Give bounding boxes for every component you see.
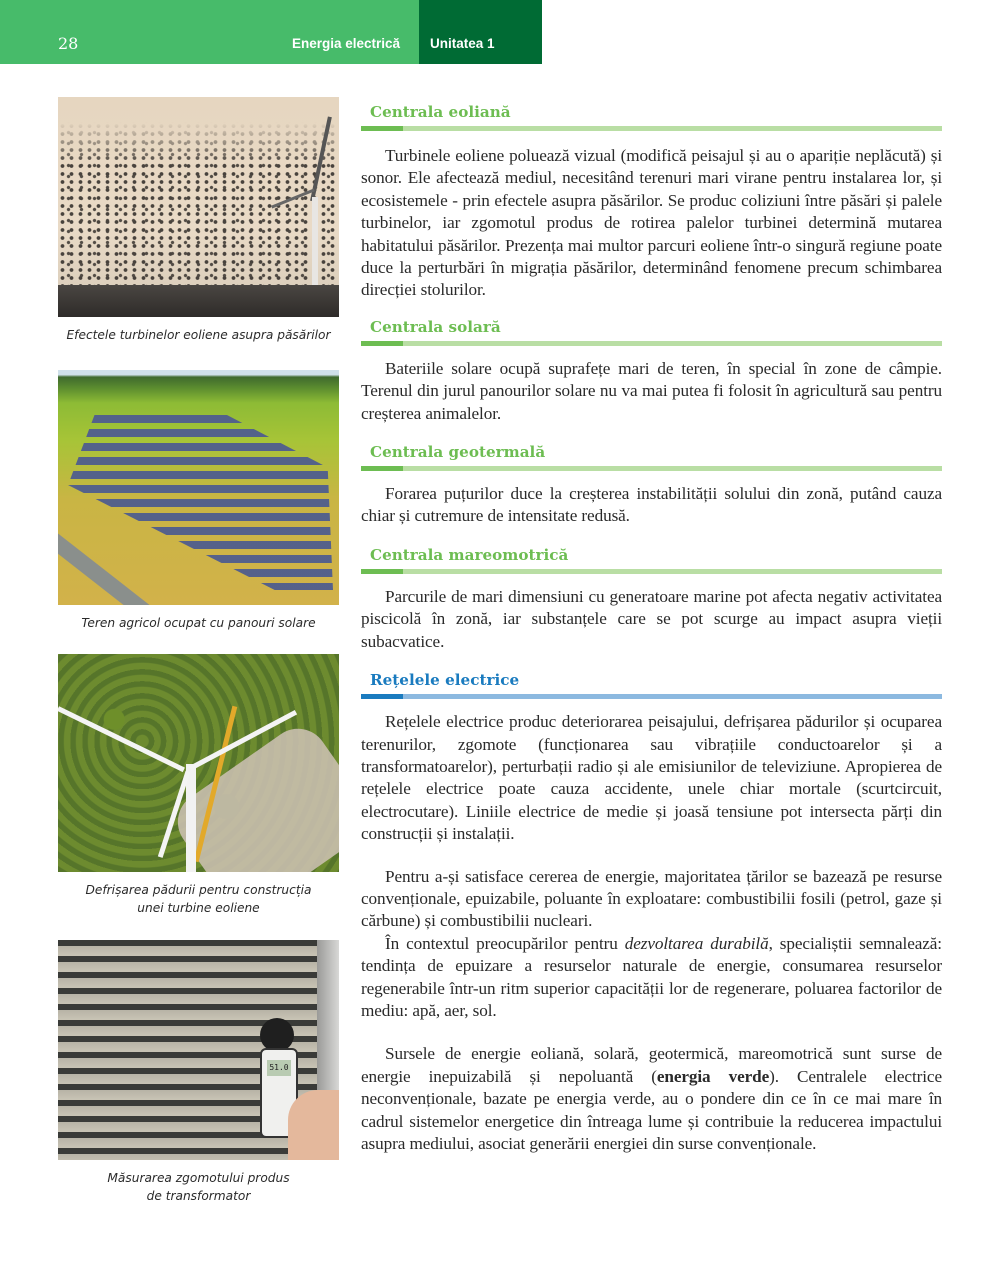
figure-caption: Efectele turbinelor eoliene asupra păsărilor	[66, 328, 331, 342]
hand	[288, 1090, 339, 1160]
microphone-windscreen	[260, 1018, 294, 1052]
caption-line: Măsurarea zgomotului produs	[107, 1171, 290, 1185]
heading-rule	[361, 694, 942, 699]
figure-transformer-noise	[58, 940, 339, 1205]
emphasis-term: dezvoltarea durabilă	[624, 933, 769, 953]
main-content	[361, 100, 942, 1155]
text-run: Sursele de energie eoliană, solară, geotermică, mareomotrică sunt surse de energie inepuizabilă și nepoluantă (	[361, 1044, 942, 1086]
section-paragraph: Bateriile solare ocupă suprafețe mari de teren, în special în zone de câmpie. Terenul din jurul panourilor solare nu va mai putea fi folosit în agricultură sau pentru creșterea animalelor.	[361, 358, 942, 423]
section-tidal	[361, 543, 942, 653]
figure-caption	[58, 881, 339, 917]
heading-rule	[361, 126, 942, 131]
solar-panels	[68, 415, 333, 590]
chapter-title: Energia electrică	[291, 36, 400, 51]
section-heading: Centrala geotermală	[370, 443, 546, 462]
ground	[58, 285, 339, 317]
meter-display: 51.0	[267, 1060, 291, 1076]
turbine-blade	[58, 706, 185, 772]
figure-solar	[58, 370, 339, 632]
section-electric-grids	[361, 668, 942, 845]
solar-panel-field-photo	[58, 370, 339, 605]
page-number: 28	[58, 34, 79, 53]
closing-paragraph	[361, 1043, 942, 1155]
caption-line: de transformator	[146, 1189, 251, 1203]
section-heading: Rețelele electrice	[370, 671, 520, 690]
heading-rule	[361, 341, 942, 346]
figure-caption: Teren agricol ocupat cu panouri solare	[81, 616, 316, 630]
section-paragraph: Forarea puțurilor duce la creșterea instabilității solului din zonă, putând cauza chiar și cutremure de intensitate redusă.	[361, 484, 942, 526]
figure-birds	[58, 97, 339, 344]
closing-paragraph: Pentru a-și satisface cererea de energie, majoritatea țărilor se bazează pe resurse convenționale, epuizabile, poluante în exploatare: combustibilii fosili (petrol, gaze și cărbune) și combustibilii nucleari.	[361, 866, 942, 931]
section-heading: Centrala mareomotrică	[370, 545, 569, 564]
section-paragraph: Rețelele electrice produc deteriorarea peisajului, defrișarea pădurilor și ocuparea terenurilor, zgomote (funcționarea sau vibrațiile conductoarelor și a transformatoarelor), perturbații radio și ale emisiunilor de televiziune. Apropierea de rețelele electrice poate cauza accidente, unele chiar mortale (scurtcircuit, electrocutare). Liniile electrice de medie și joasă tensiune pot intersecta părți din construcții și instalații.	[361, 712, 942, 844]
section-eolian	[361, 100, 942, 302]
closing-paragraph	[361, 933, 942, 1023]
section-heading: Centrala solară	[370, 317, 501, 336]
sound-level-meter-transformer-photo	[58, 940, 339, 1160]
heading-rule	[361, 569, 942, 574]
forest-wind-turbine-construction-photo	[58, 654, 339, 872]
section-heading: Centrala eoliană	[370, 103, 511, 121]
key-term: energia verde	[656, 1066, 770, 1086]
section-paragraph: Parcurile de mari dimensiuni cu generatoare marine pot afecta negativ activitatea piscicolă în zonă, iar substanțele care se pot scurge au impact asupra vieții subacvatice.	[361, 586, 942, 651]
figure-caption	[58, 1169, 339, 1205]
turbine-tower	[312, 197, 318, 289]
text-run: , specialiștii semnalează: tendința de epuizare a resurselor naturale de energie, consumarea resurselor regenerabile într-un ritm superior capacității lor de regenerare, poluarea factorilor de mediu: apă, aer, sol.	[361, 933, 942, 1020]
caption-line: unei turbine eoliene	[137, 901, 260, 915]
page-header	[0, 0, 542, 64]
unit-tab	[419, 0, 542, 64]
text-run: ). Centralele electrice neconvenționale, bazate pe energia verde, au o pondere din ce în ce mai mare în cadrul sistemelor energetice din întreaga lume și contribuie la reducerea impactului asupra mediului, asociat generării energiei din surse convenționale.	[361, 1066, 942, 1153]
text-run: În contextul preocupărilor pentru	[385, 933, 625, 953]
section-geothermal	[361, 440, 942, 528]
heading-rule	[361, 466, 942, 471]
unit-label: Unitatea 1	[430, 36, 495, 51]
bird-flock	[58, 122, 339, 292]
birds-and-wind-turbine-photo	[58, 97, 339, 317]
caption-line: Defrișarea pădurii pentru construcția	[85, 883, 312, 897]
figure-forest-turbine	[58, 654, 339, 917]
section-paragraph: Turbinele eoliene poluează vizual (modifică peisajul și au o apariție neplăcută) și sonor. Ele afectează mediul, necesitând terenuri mari virane pentru instalarea lor, și ecosistemele - prin efectele asupra păsărilor. Se produc coliziuni între păsări și palele turbinelor, iar zgomotul produs de rotirea palelor turbinei determină mutarea habitatului păsărilor. Prezența mai multor parcuri eoliene într-o singură regiune poate duce la perturbări în migrația păsărilor, determinând fenomene precum schimbarea direcției stolurilor.	[361, 146, 942, 300]
section-solar	[361, 315, 942, 425]
